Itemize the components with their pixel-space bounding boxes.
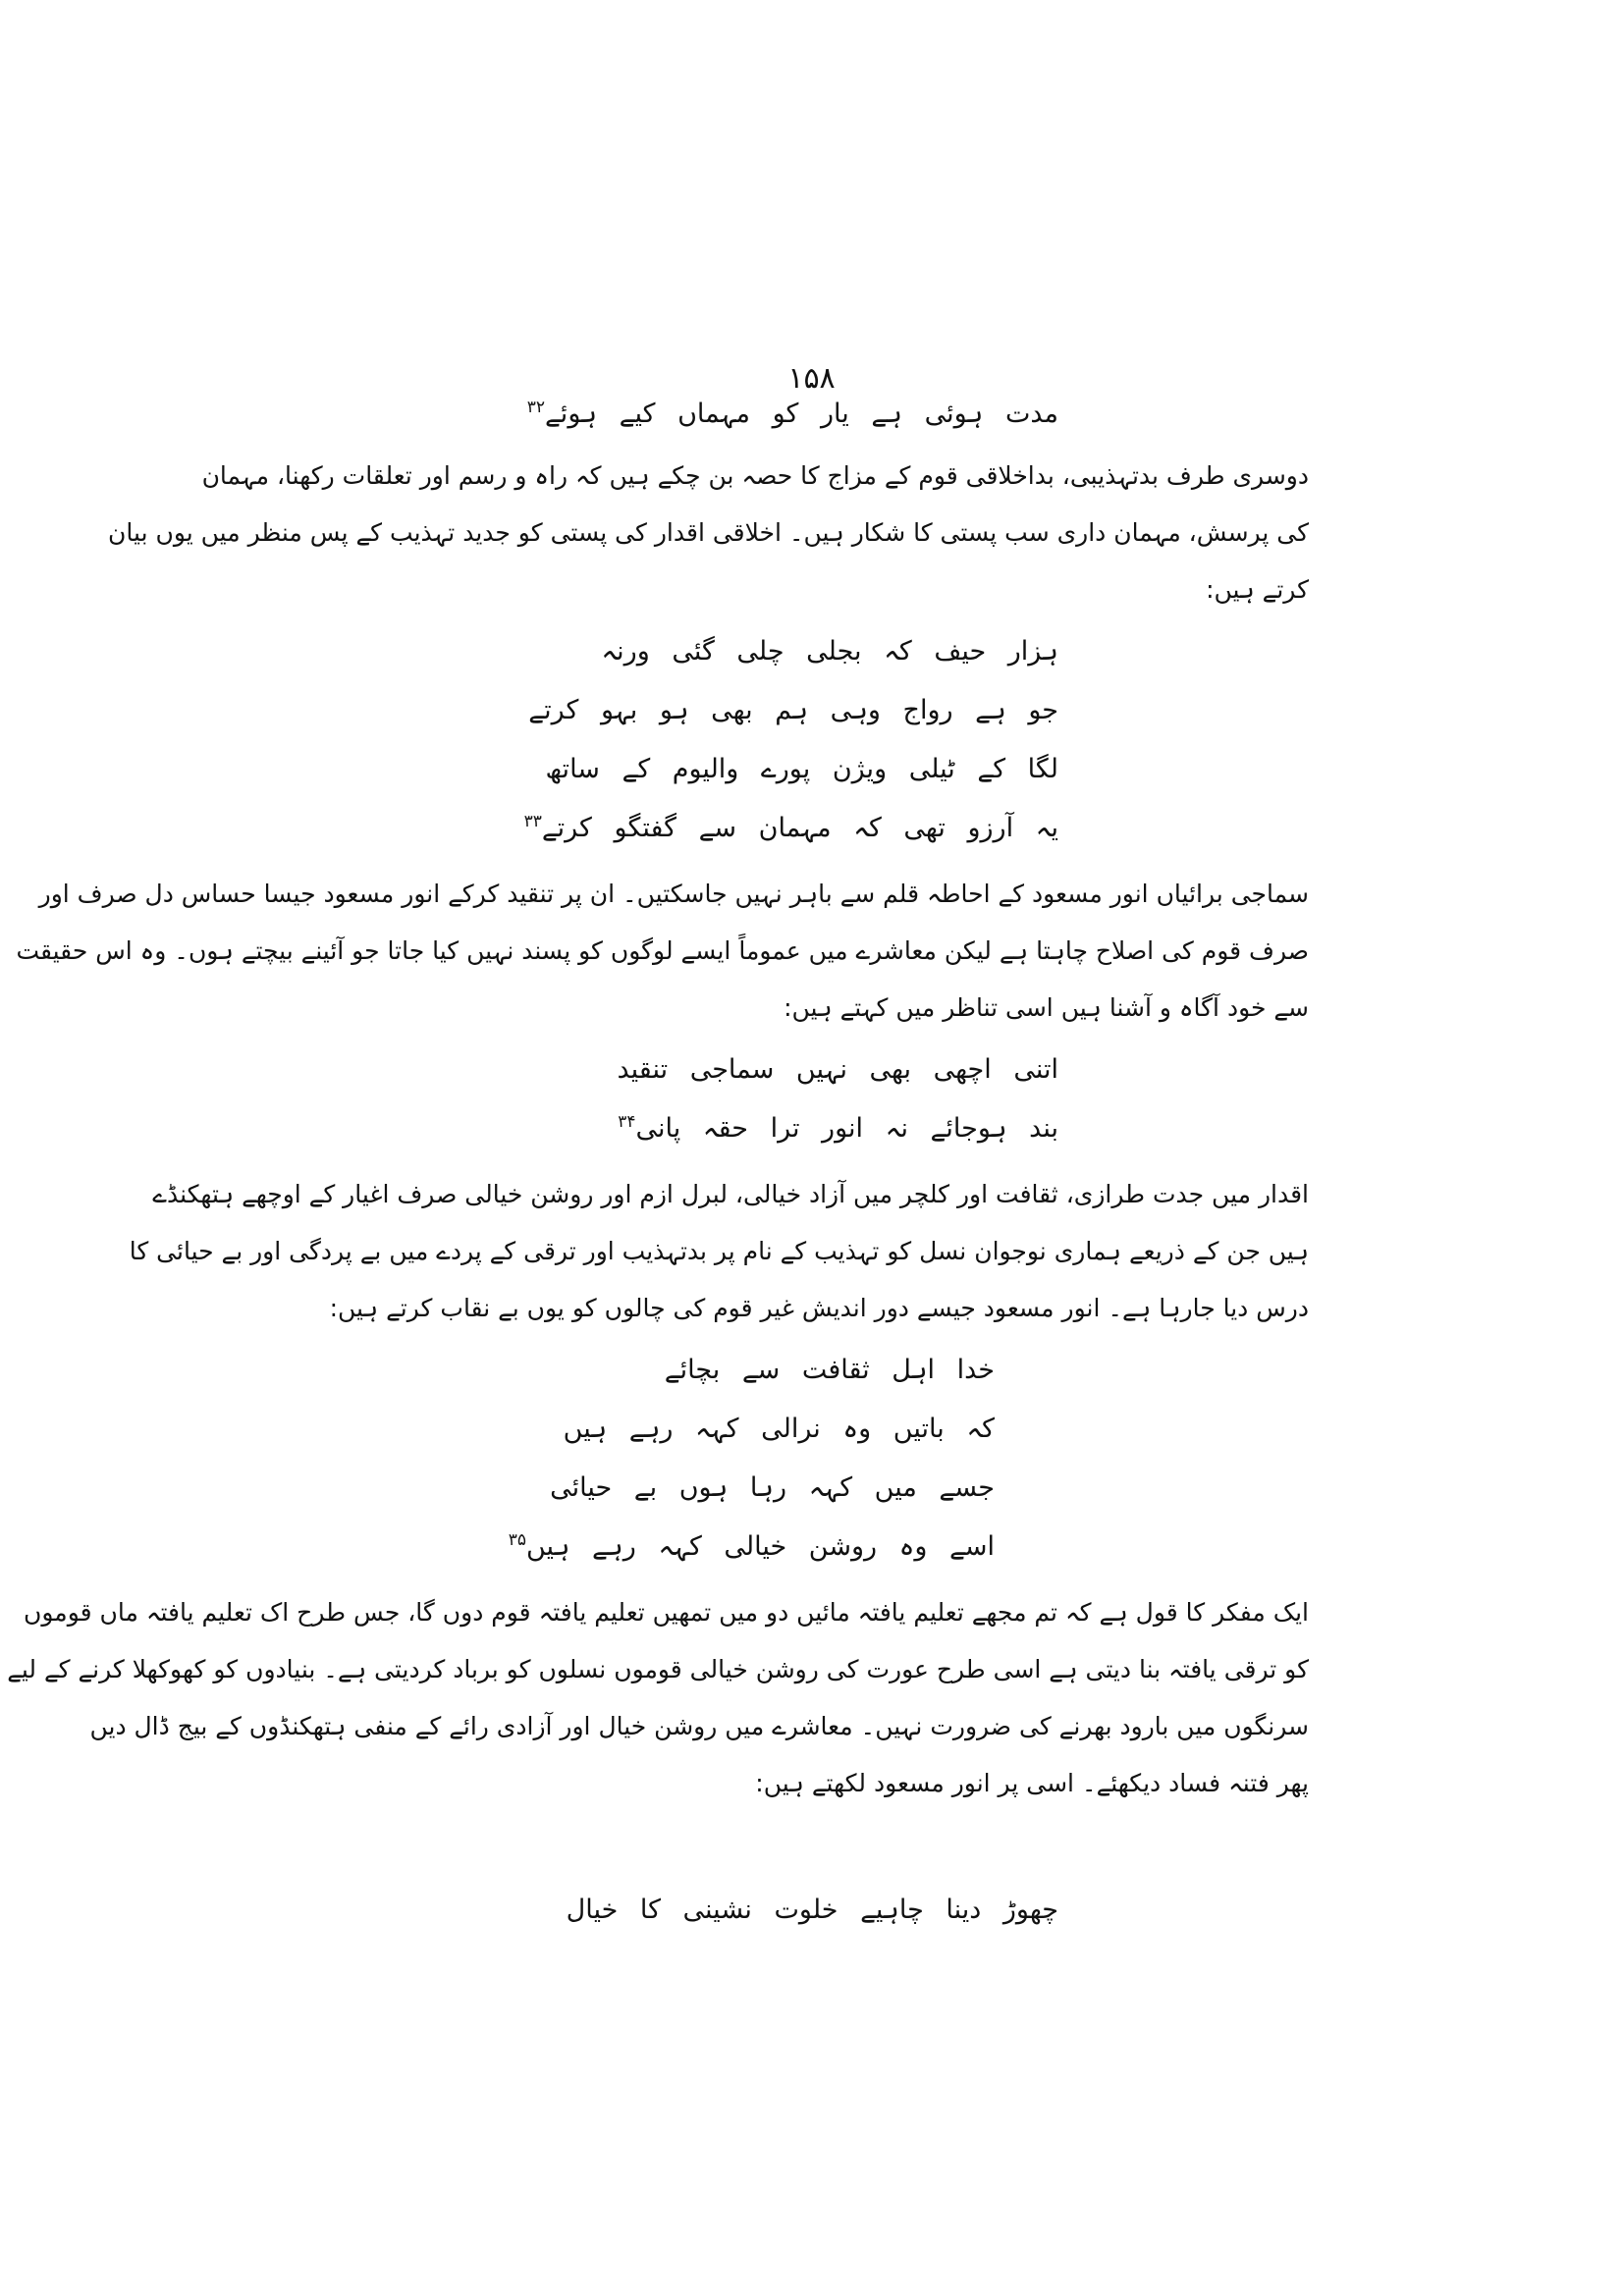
verse-text: خدا اہل ثقافت سے بچائے xyxy=(664,1355,995,1385)
verse-line xyxy=(524,813,1058,843)
verse-text: مدت ہوئی ہے یار کو مہماں کیے ہوئے xyxy=(544,399,1058,429)
prose-line: کو ترقی یافتہ بنا دیتی ہے اسی طرح عورت کی روشن خیالی قوموں نسلوں کو برباد کردیتی ہے۔ بنیادوں کو کھوکھلا کرنے کے لیے xyxy=(7,1655,1309,1683)
verse-text: بند ہوجائے نہ انور ترا حقہ پانی xyxy=(635,1113,1058,1144)
verse-line xyxy=(618,1113,1058,1144)
verse-text: لگا کے ٹیلی ویژن پورے والیوم کے ساتھ xyxy=(545,754,1058,784)
verse-text: یہ آرزو تھی کہ مہمان سے گفتگو کرتے xyxy=(541,813,1058,843)
verse-text: جسے میں کہہ رہا ہوں بے حیائی xyxy=(550,1472,995,1503)
verse-line xyxy=(665,1355,995,1385)
verse-line xyxy=(546,754,1059,784)
prose-line: کرتے ہیں: xyxy=(1206,575,1309,604)
verse-line xyxy=(564,1414,995,1444)
prose-line: کی پرسش، مہمان داری سب پستی کا شکار ہیں۔ اخلاقی اقدار کی پستی کو جدید تہذیب کے پس منظر میں یوں بیان xyxy=(108,518,1309,547)
footnote-marker: ۳۵ xyxy=(508,1530,526,1550)
verse-line xyxy=(601,636,1058,667)
verse-text: کہ باتیں وہ نرالی کہہ رہے ہیں xyxy=(563,1414,995,1444)
verse-line xyxy=(528,695,1058,725)
prose-line: سماجی برائیاں انور مسعود کے احاطہ قلم سے باہر نہیں جاسکتیں۔ ان پر تنقید کرکے انور مسعود جیسا حساس دل صرف اور xyxy=(38,880,1309,908)
verse-line xyxy=(617,1054,1058,1085)
prose-line: صرف قوم کی اصلاح چاہتا ہے لیکن معاشرے میں عموماً ایسے لوگوں کو پسند نہیں کیا جاتا جو آئینے بیچتے ہوں۔ وہ اس حقیقت xyxy=(16,936,1309,965)
verse-text: جو ہے رواج وہی ہم بھی ہو بہو کرتے xyxy=(528,695,1058,725)
prose-line: دوسری طرف بدتہذیبی، بداخلاقی قوم کے مزاج کا حصہ بن چکے ہیں کہ راہ و رسم اور تعلقات رکھنا، مہمان xyxy=(201,461,1309,490)
verse-line xyxy=(509,1531,995,1562)
page-number: ۱۵۸ xyxy=(787,361,836,396)
prose-line: سے خود آگاہ و آشنا ہیں اسی تناظر میں کہتے ہیں: xyxy=(784,993,1309,1022)
prose-line: اقدار میں جدت طرازی، ثقافت اور کلچر میں آزاد خیالی، لبرل ازم اور روشن خیالی صرف اغیار کے اوچھے ہتھکنڈے xyxy=(152,1180,1309,1208)
prose-line: سرنگوں میں بارود بھرنے کی ضرورت نہیں۔ معاشرے میں روشن خیال اور آزادی رائے کے منفی ہتھکنڈوں کے بیج ڈال دیں xyxy=(89,1712,1309,1740)
verse-text: ہزار حیف کہ بجلی چلی گئی ورنہ xyxy=(601,636,1058,667)
footnote-marker: ۳۴ xyxy=(618,1112,636,1132)
prose-line: ایک مفکر کا قول ہے کہ تم مجھے تعلیم یافتہ مائیں دو میں تمھیں تعلیم یافتہ قوم دوں گا، جس طرح اک تعلیم یافتہ ماں قوموں xyxy=(24,1598,1309,1627)
prose-line: ہیں جن کے ذریعے ہماری نوجوان نسل کو تہذیب کے نام پر بدتہذیب اور ترقی کے پردے میں بے پردگی اور بے حیائی کا xyxy=(129,1237,1309,1265)
footnote-marker: ۳۲ xyxy=(526,398,545,417)
verse-line xyxy=(567,1895,1058,1925)
verse-line xyxy=(527,399,1058,429)
footnote-marker: ۳۳ xyxy=(523,812,542,831)
verse-line xyxy=(550,1472,995,1503)
verse-text: چھوڑ دینا چاہیے خلوت نشینی کا خیال xyxy=(566,1895,1058,1925)
prose-line: درس دیا جارہا ہے۔ انور مسعود جیسے دور اندیش غیر قوم کی چالوں کو یوں بے نقاب کرتے ہیں: xyxy=(329,1294,1309,1322)
prose-line: پھر فتنہ فساد دیکھئے۔ اسی پر انور مسعود لکھتے ہیں: xyxy=(755,1769,1309,1797)
verse-text: اسے وہ روشن خیالی کہہ رہے ہیں xyxy=(525,1531,995,1562)
verse-text: اتنی اچھی بھی نہیں سماجی تنقید xyxy=(617,1054,1058,1085)
